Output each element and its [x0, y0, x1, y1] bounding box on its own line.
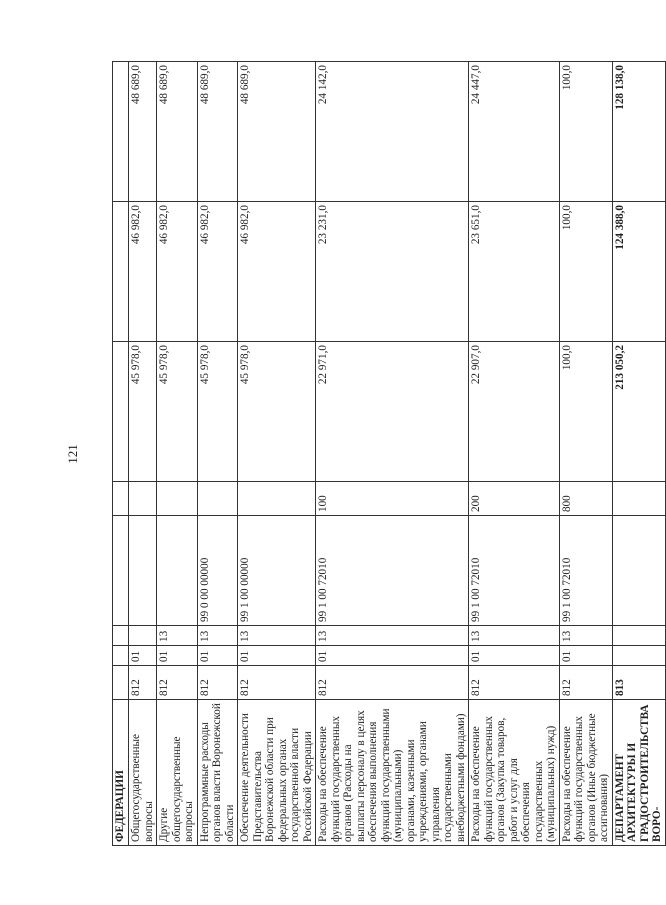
amount-year2-cell: 46 982,0: [157, 202, 198, 342]
section-cell: [612, 646, 665, 666]
page-number: 121: [65, 444, 80, 464]
amount-year1-cell: 45 978,0: [238, 342, 316, 482]
amount-year1-cell: [113, 342, 129, 482]
section-cell: 01: [157, 646, 198, 666]
section-cell: 01: [559, 646, 612, 666]
grbs-cell: 812: [469, 666, 560, 700]
target-article-cell: [612, 516, 665, 626]
grbs-cell: 813: [612, 666, 665, 700]
table-row: [113, 62, 129, 846]
amount-year2-cell: 23 231,0: [316, 202, 469, 342]
target-article-cell: [157, 516, 198, 626]
amount-year3-cell: 24 447,0: [469, 62, 560, 202]
amount-year3-cell: 48 689,0: [157, 62, 198, 202]
subsection-cell: 13: [238, 626, 316, 646]
name-cell: Расходы на обеспечение функций государственных органов (Расходы на выплаты персоналу в целях обеспечения выполнения функций государственными (муниципальными) органами, казенными учреждениями, органами управления государственными внебюджетными фондами): [316, 700, 469, 846]
amount-year3-cell: 48 689,0: [238, 62, 316, 202]
name-cell: ФЕДЕРАЦИИ: [113, 700, 129, 846]
name-cell: Другие общегосударственные вопросы: [157, 700, 198, 846]
target-article-cell: 99 0 00 00000: [197, 516, 238, 626]
expense-type-cell: [197, 482, 238, 516]
name-cell: Общегосударственные вопросы: [129, 700, 157, 846]
name-cell: Обеспечение деятельности Представительства Воронежской области при федеральных органах государственной власти Российской Федерации: [238, 700, 316, 846]
amount-year3-cell: 48 689,0: [129, 62, 157, 202]
target-article-cell: 99 1 00 00000: [238, 516, 316, 626]
table-row: [197, 62, 238, 846]
name-cell: Непрограммные расходы органов власти Воронежской области: [197, 700, 238, 846]
table-row: [157, 62, 198, 846]
expense-type-cell: [238, 482, 316, 516]
table-row: [238, 62, 316, 846]
section-cell: 01: [316, 646, 469, 666]
budget-table: [112, 61, 666, 846]
target-article-cell: [113, 516, 129, 626]
subsection-cell: [129, 626, 157, 646]
amount-year1-cell: 45 978,0: [197, 342, 238, 482]
subsection-cell: 13: [559, 626, 612, 646]
amount-year3-cell: 100,0: [559, 62, 612, 202]
expense-type-cell: 200: [469, 482, 560, 516]
section-cell: 01: [129, 646, 157, 666]
table-row: [612, 62, 665, 846]
amount-year1-cell: 45 978,0: [157, 342, 198, 482]
expense-type-cell: [129, 482, 157, 516]
expense-type-cell: [157, 482, 198, 516]
section-cell: 01: [469, 646, 560, 666]
target-article-cell: 99 1 00 72010: [469, 516, 560, 626]
amount-year2-cell: 46 982,0: [129, 202, 157, 342]
grbs-cell: 812: [157, 666, 198, 700]
target-article-cell: 99 1 00 72010: [316, 516, 469, 626]
amount-year2-cell: 23 651,0: [469, 202, 560, 342]
subsection-cell: 13: [157, 626, 198, 646]
expense-type-cell: 100: [316, 482, 469, 516]
table-row: [469, 62, 560, 846]
grbs-cell: 812: [238, 666, 316, 700]
amount-year1-cell: 213 050,2: [612, 342, 665, 482]
subsection-cell: 13: [469, 626, 560, 646]
amount-year1-cell: 45 978,0: [129, 342, 157, 482]
amount-year2-cell: 46 982,0: [197, 202, 238, 342]
target-article-cell: 99 1 00 72010: [559, 516, 612, 626]
target-article-cell: [129, 516, 157, 626]
table-row: [129, 62, 157, 846]
subsection-cell: [113, 626, 129, 646]
subsection-cell: [612, 626, 665, 646]
amount-year1-cell: 100,0: [559, 342, 612, 482]
name-cell: Расходы на обеспечение функций государственных органов (Иные бюджетные ассигнования): [559, 700, 612, 846]
amount-year1-cell: 22 907,0: [469, 342, 560, 482]
section-cell: [113, 646, 129, 666]
amount-year2-cell: 100,0: [559, 202, 612, 342]
amount-year1-cell: 22 971,0: [316, 342, 469, 482]
grbs-cell: 812: [129, 666, 157, 700]
grbs-cell: 812: [559, 666, 612, 700]
grbs-cell: 812: [197, 666, 238, 700]
subsection-cell: 13: [316, 626, 469, 646]
name-cell: ДЕПАРТАМЕНТ АРХИТЕКТУРЫ И ГРАДОСТРОИТЕЛЬСТВА ВОРО-: [612, 700, 665, 846]
rotated-table-container: [112, 62, 663, 846]
expense-type-cell: [113, 482, 129, 516]
table-row: [559, 62, 612, 846]
section-cell: 01: [238, 646, 316, 666]
amount-year3-cell: 128 138,0: [612, 62, 665, 202]
section-cell: 01: [197, 646, 238, 666]
subsection-cell: 13: [197, 626, 238, 646]
grbs-cell: [113, 666, 129, 700]
grbs-cell: 812: [316, 666, 469, 700]
amount-year2-cell: 46 982,0: [238, 202, 316, 342]
amount-year3-cell: 24 142,0: [316, 62, 469, 202]
expense-type-cell: 800: [559, 482, 612, 516]
expense-type-cell: [612, 482, 665, 516]
amount-year3-cell: 48 689,0: [197, 62, 238, 202]
name-cell: Расходы на обеспечение функций государственных органов (Закупка товаров, работ и услуг для обеспечения государственных (муниципальных) нужд): [469, 700, 560, 846]
table-row: [316, 62, 469, 846]
table-body: [113, 62, 666, 846]
amount-year2-cell: 124 388,0: [612, 202, 665, 342]
amount-year3-cell: [113, 62, 129, 202]
amount-year2-cell: [113, 202, 129, 342]
